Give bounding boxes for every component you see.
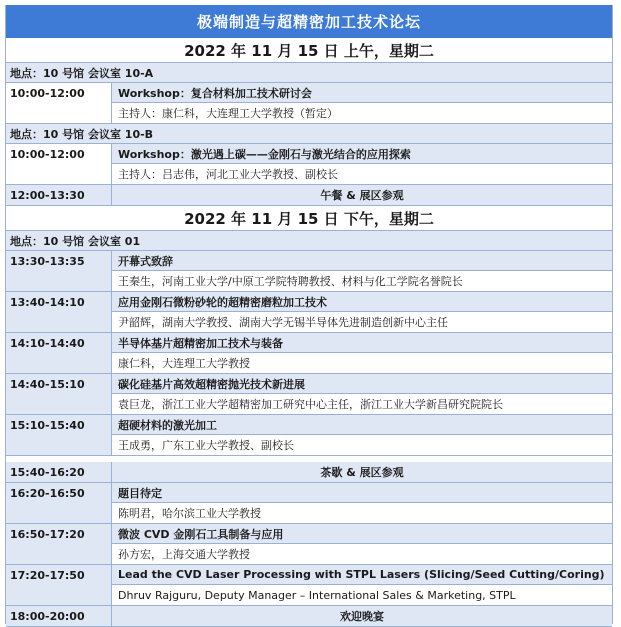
session-time: 13:40-14:10	[6, 292, 112, 332]
session-speaker: Dhruv Rajguru, Deputy Manager – International Sales & Marketing, STPL	[112, 585, 612, 605]
session-speaker: 王成勇，广东工业大学教授、副校长	[112, 435, 612, 455]
session-time: 16:20-16:50	[6, 483, 112, 523]
session-time: 15:10-15:40	[6, 415, 112, 455]
session-title: 微波 CVD 金刚石工具制备与应用	[112, 524, 612, 544]
session-title: Lead the CVD Laser Processing with STPL Lasers (Slicing/Seed Cutting/Coring)	[112, 565, 612, 585]
session-content	[112, 415, 612, 455]
break-time: 12:00-13:30	[6, 185, 112, 205]
session-content	[112, 483, 612, 523]
session-row	[6, 565, 612, 606]
session-content	[112, 524, 612, 564]
session-time: 10:00-12:00	[6, 83, 112, 123]
session-title: 应用金刚石微粉砂轮的超精密磨粒加工技术	[112, 292, 612, 312]
break-label: 欢迎晚宴	[112, 606, 612, 626]
session-time: 17:20-17:50	[6, 565, 112, 605]
session-title: Workshop：激光遇上碳——金刚石与激光结合的应用探索	[112, 144, 612, 164]
session-content	[112, 565, 612, 605]
location-row: 地点：10 号馆 会议室 10-A	[6, 63, 612, 83]
tea-row	[6, 462, 612, 483]
break-label: 午餐 & 展区参观	[112, 185, 612, 205]
session-title: 题目待定	[112, 483, 612, 503]
session-title: Workshop：复合材料加工技术研讨会	[112, 83, 612, 103]
session-speaker: 王秦生，河南工业大学/中原工学院特聘教授、材料与化工学院名誉院长	[112, 271, 612, 291]
session-content	[112, 83, 612, 123]
session-row	[6, 374, 612, 415]
break-time: 18:00-20:00	[6, 606, 112, 626]
agenda-table	[5, 5, 613, 624]
session-speaker: 陈明君，哈尔滨工业大学教授	[112, 503, 612, 523]
session-content	[112, 333, 612, 373]
session-row	[6, 483, 612, 524]
session-speaker: 尹韶辉，湖南大学教授、湖南大学无锡半导体先进制造创新中心主任	[112, 312, 612, 332]
session-time: 16:50-17:20	[6, 524, 112, 564]
session-time: 13:30-13:35	[6, 251, 112, 291]
session-row	[6, 251, 612, 292]
session-speaker: 孙方宏，上海交通大学教授	[112, 544, 612, 564]
session-row	[6, 144, 612, 185]
session-content	[112, 251, 612, 291]
session-title: 开幕式致辞	[112, 251, 612, 271]
session-speaker: 主持人：吕志伟，河北工业大学教授、副校长	[112, 164, 612, 184]
break-label: 茶歇 & 展区参观	[112, 462, 612, 482]
session-content	[112, 292, 612, 332]
afternoon-day-header: 2022 年 11 月 15 日 下午，星期二	[6, 206, 612, 231]
location-row: 地点：10 号馆 会议室 10-B	[6, 124, 612, 144]
session-title: 半导体基片超精密加工技术与装备	[112, 333, 612, 353]
lunch-row	[6, 185, 612, 206]
session-speaker: 康仁科，大连理工大学教授	[112, 353, 612, 373]
session-speaker: 主持人：康仁科，大连理工大学教授（暂定）	[112, 103, 612, 123]
session-row	[6, 292, 612, 333]
break-time: 15:40-16:20	[6, 462, 112, 482]
session-time: 10:00-12:00	[6, 144, 112, 184]
session-time: 14:40-15:10	[6, 374, 112, 414]
session-time: 14:10-14:40	[6, 333, 112, 373]
session-row	[6, 524, 612, 565]
agenda-title: 极端制造与超精密加工技术论坛	[6, 5, 612, 38]
session-content	[112, 374, 612, 414]
session-row	[6, 415, 612, 456]
session-title: 碳化硅基片高效超精密抛光技术新进展	[112, 374, 612, 394]
morning-day-header: 2022 年 11 月 15 日 上午，星期二	[6, 38, 612, 63]
session-title: 超硬材料的激光加工	[112, 415, 612, 435]
location-row: 地点：10 号馆 会议室 01	[6, 231, 612, 251]
session-content	[112, 144, 612, 184]
session-speaker: 袁巨龙，浙江工业大学超精密加工研究中心主任，浙江工业大学新昌研究院院长	[112, 394, 612, 414]
session-row	[6, 333, 612, 374]
session-row	[6, 83, 612, 124]
